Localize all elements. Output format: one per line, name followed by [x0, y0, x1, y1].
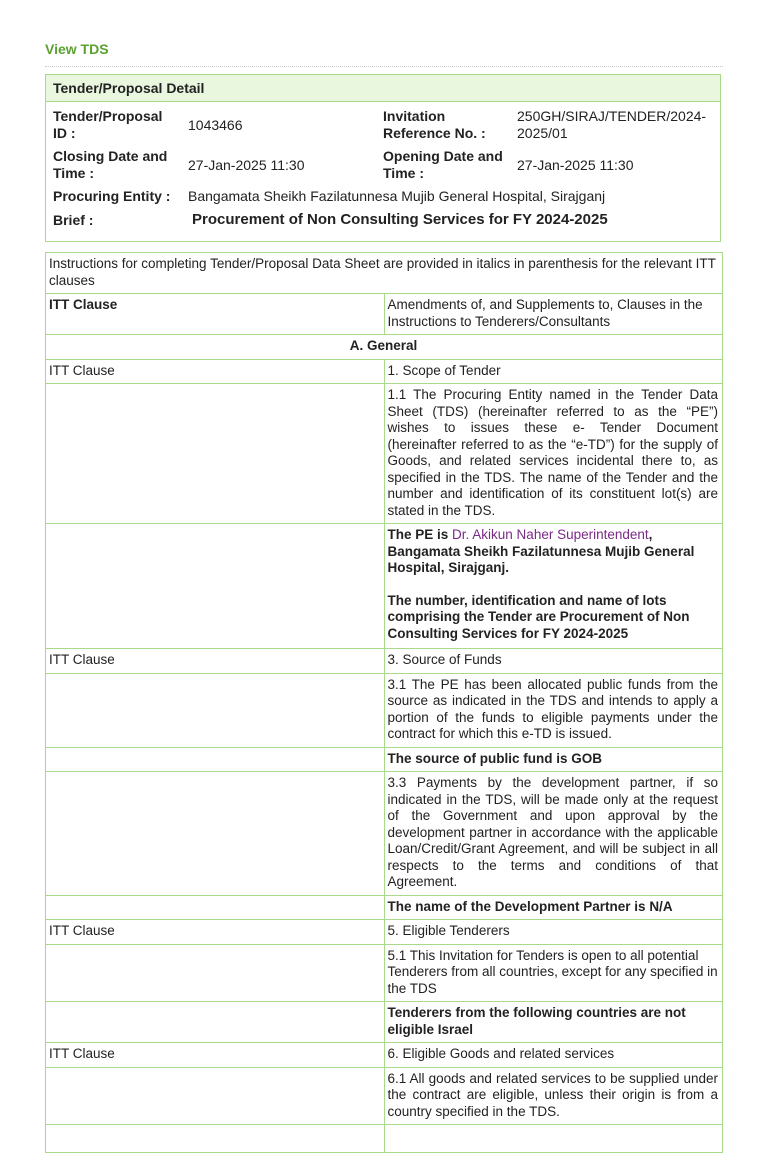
clause-text: 6.1 All goods and related services to be supplied under the contract are eligible, unless their origin is from a country specified in the TDS.	[384, 1067, 723, 1125]
itt-clause-header: ITT Clause	[46, 294, 385, 335]
table-row	[46, 1067, 723, 1125]
table-row	[46, 359, 723, 384]
opening-date-value: 27-Jan-2025 11:30	[517, 157, 634, 173]
table-row	[46, 747, 723, 772]
pe-name: Dr. Akikun Naher Superintendent	[452, 527, 649, 542]
table-row	[46, 1043, 723, 1068]
table-row	[46, 895, 723, 920]
clause-text: 1.1 The Procuring Entity named in the Tender Data Sheet (TDS) (hereinafter referred to as the “PE”) wishes to issues these e- Tender Document (hereinafter referred to as the “e-TD”) for the supply of Goods, and related services incidental there to, as specified in the TDS. The name of the Tender and the number and identification of its constituent lot(s) are stated in the TDS.	[384, 384, 723, 524]
pe-suffix: , Bangamata Sheikh Fazilatunnesa Mujib General Hospital, Sirajganj.	[387, 527, 695, 575]
title-divider	[45, 66, 723, 67]
pe-prefix: The PE is	[387, 527, 453, 542]
procuring-entity-label: Procuring Entity :	[53, 188, 171, 204]
itt-clause-label: ITT Clause	[46, 649, 385, 674]
table-row	[46, 294, 723, 335]
fund-source-statement: The source of public fund is GOB	[384, 747, 723, 772]
table-row	[46, 1002, 723, 1043]
pe-details	[384, 524, 723, 649]
brief-value: Procurement of Non Consulting Services for FY 2024-2025	[192, 211, 608, 228]
table-row	[46, 944, 723, 1002]
table-row	[46, 772, 723, 896]
table-row	[46, 335, 723, 360]
table-row	[46, 649, 723, 674]
dev-partner-statement: The name of the Development Partner is N/A	[384, 895, 723, 920]
tender-detail-panel	[45, 74, 721, 242]
itt-clause-label: ITT Clause	[46, 920, 385, 945]
page-title: View TDS	[45, 41, 109, 57]
table-row	[46, 384, 723, 524]
opening-date-label: Opening Date and Time :	[383, 148, 503, 181]
table-row	[46, 673, 723, 747]
tds-table	[45, 252, 723, 1153]
instructions-note: Instructions for completing Tender/Proposal Data Sheet are provided in italics in parenthesis for the relevant ITT clauses	[46, 253, 723, 294]
clause-text: 3.3 Payments by the development partner, if so indicated in the TDS, will be made only at the request of the Government and upon approval by the development partner in accordance with the applicable Loan/Credit/Grant Agreement, and will be subject in all respects to the terms and conditions of that Agreement.	[384, 772, 723, 896]
tender-detail-heading: Tender/Proposal Detail	[46, 75, 720, 102]
table-row	[46, 524, 723, 649]
procuring-entity-value: Bangamata Sheikh Fazilatunnesa Mujib General Hospital, Sirajganj	[188, 188, 606, 204]
amendments-header: Amendments of, and Supplements to, Clauses in the Instructions to Tenderers/Consultants	[384, 294, 723, 335]
invitation-ref-label: Invitation Reference No. :	[383, 108, 486, 141]
not-eligible-statement: Tenderers from the following countries are not eligible Israel	[384, 1002, 723, 1043]
itt-clause-label: ITT Clause	[46, 359, 385, 384]
clause-title: 5. Eligible Tenderers	[384, 920, 723, 945]
table-row	[46, 1125, 723, 1153]
clause-title: 3. Source of Funds	[384, 649, 723, 674]
clause-title: 6. Eligible Goods and related services	[384, 1043, 723, 1068]
tender-id-value: 1043466	[188, 117, 243, 133]
section-heading: A. General	[46, 335, 723, 360]
itt-clause-label: ITT Clause	[46, 1043, 385, 1068]
clause-text: 5.1 This Invitation for Tenders is open to all potential Tenderers from all countries, except for any specified in the TDS	[384, 944, 723, 1002]
lots-statement: The number, identification and name of lots comprising the Tender are Procurement of Non Consulting Services for FY 2024-2025	[387, 592, 690, 641]
closing-date-label: Closing Date and Time :	[53, 148, 168, 181]
table-row	[46, 920, 723, 945]
invitation-ref-value: 250GH/SIRAJ/TENDER/2024-2025/01	[517, 108, 707, 141]
table-row	[46, 253, 723, 294]
brief-label: Brief :	[53, 212, 94, 228]
clause-title: 1. Scope of Tender	[384, 359, 723, 384]
tender-id-label: Tender/Proposal ID :	[53, 108, 163, 141]
clause-text: 3.1 The PE has been allocated public funds from the source as indicated in the TDS and intends to apply a portion of the funds to eligible payments under the contract for which this e-TD is issued.	[384, 673, 723, 747]
closing-date-value: 27-Jan-2025 11:30	[188, 157, 305, 173]
pe-statement	[388, 527, 719, 577]
